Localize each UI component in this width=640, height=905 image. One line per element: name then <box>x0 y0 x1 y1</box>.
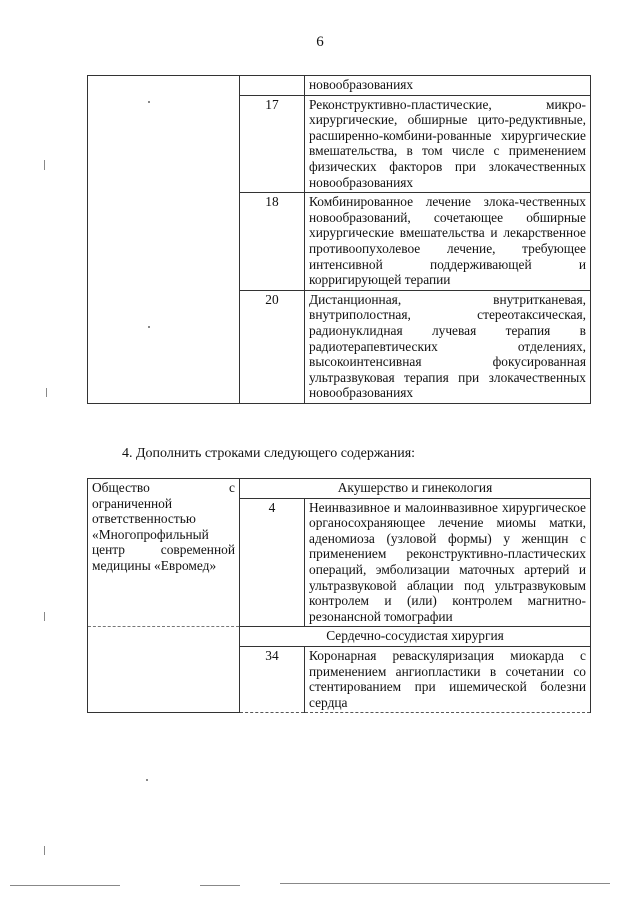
table-row <box>88 76 591 96</box>
amendment-instruction: 4. Дополнить строками следующего содержания: <box>122 446 416 461</box>
service-description: Коронарная реваскуляризация миокарда с применением ангиопластики в сочетании со стентированием при ишемической болезни сердца <box>305 646 591 712</box>
service-number: 18 <box>240 193 305 291</box>
organization-cell-empty <box>88 627 240 713</box>
service-description: новообразованиях <box>305 76 591 96</box>
page-number: 6 <box>316 34 324 50</box>
scan-artifact <box>44 612 45 621</box>
services-table-added <box>87 478 591 713</box>
scan-artifact <box>148 101 150 103</box>
scan-artifact <box>146 779 148 781</box>
service-number: 20 <box>240 290 305 403</box>
service-number: 4 <box>240 498 305 627</box>
scan-artifact <box>148 326 150 328</box>
service-description: Неинвазивное и малоинвазивное хирургическое органосохраняющее лечение миомы матки, аденомиоза (узловой формы) у женщин с применением реконструктивно-пластических операций, эмболизации маточных артерий и ультразвуковой аблации под ультразвуковым контролем и (или) контролем магнитно-резонансной томографии <box>305 498 591 627</box>
scan-artifact <box>280 883 610 884</box>
service-description: Реконструктивно-пластические, микро-хирургические, обширные цито-редуктивные, расширенно-комбини-рованные хирургические вмешательства, в том числе с применением физических факторов при злокачественных новообразованиях <box>305 95 591 193</box>
scan-artifact <box>44 160 45 170</box>
service-description: Дистанционная, внутритканевая, внутриполостная, стереотаксическая, радионуклидная лучевая терапия в радиотерапевтических отделениях, высокоинтенсивная фокусированная ультразвуковая терапия при злокачественных новообразованиях <box>305 290 591 403</box>
service-number: 17 <box>240 95 305 193</box>
organization-cell-empty <box>88 76 240 404</box>
service-description: Комбинированное лечение злока-чественных новообразований, сочетающее обширные хирургические вмешательства и лекарственное противоопухолевое лечение, требующее интенсивной поддерживающей и корригирующей терапии <box>305 193 591 291</box>
scan-artifact <box>10 885 120 886</box>
service-number: 34 <box>240 646 305 712</box>
organization-name: Общество с ограниченной ответственностью «Многопрофильный центр современной медицины «Евромед» <box>88 479 240 627</box>
service-number <box>240 76 305 96</box>
section-title: Акушерство и гинекология <box>240 479 591 499</box>
section-header-row <box>88 627 591 647</box>
section-title: Сердечно-сосудистая хирургия <box>240 627 591 647</box>
section-header-row <box>88 479 591 499</box>
scan-artifact <box>200 885 240 886</box>
scan-artifact <box>46 388 47 397</box>
scan-artifact <box>44 846 45 855</box>
services-table-continued <box>87 75 591 404</box>
